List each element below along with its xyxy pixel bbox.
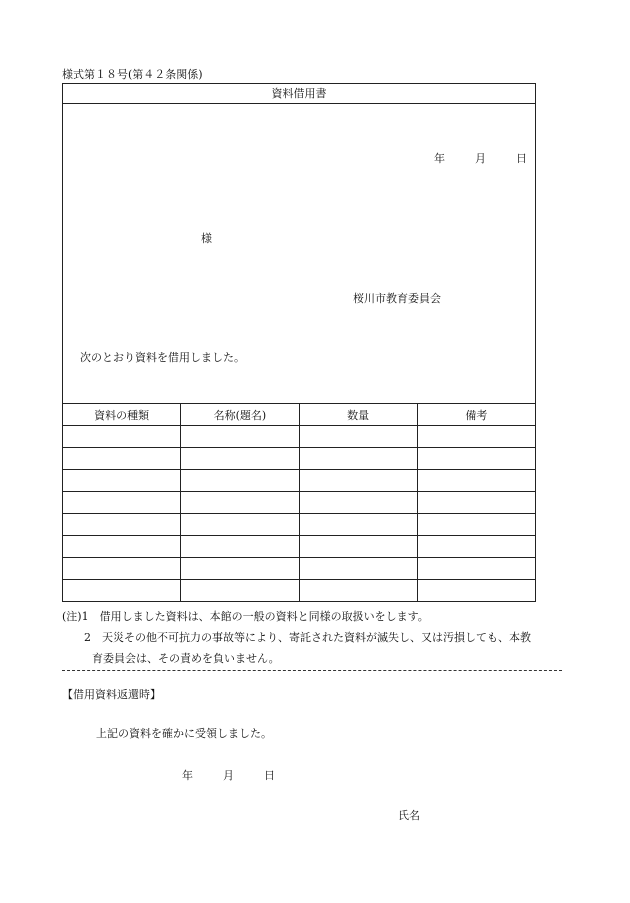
name-label: 氏名 <box>398 809 420 822</box>
table-cell <box>417 514 535 536</box>
note-1: 借用しました資料は、本館の一般の資料と同様の取扱いをします。 <box>99 610 429 623</box>
table-cell <box>417 448 535 470</box>
table-cell <box>299 580 417 602</box>
day-label: 日 <box>516 152 527 165</box>
table-row <box>63 426 536 448</box>
note-prefix: (注)1 <box>62 610 89 623</box>
table-cell <box>417 580 535 602</box>
return-day-label: 日 <box>264 769 275 782</box>
table-cell <box>299 536 417 558</box>
table-row <box>63 580 536 602</box>
table-cell <box>181 426 299 448</box>
table-cell <box>181 580 299 602</box>
table-cell <box>63 536 181 558</box>
table-cell <box>417 470 535 492</box>
table-row <box>63 536 536 558</box>
addressee-suffix: 様 <box>201 232 212 245</box>
form-number-label: 様式第１８号(第４２条関係) <box>62 68 203 81</box>
notes <box>62 606 531 669</box>
return-year-label: 年 <box>182 769 193 782</box>
table-cell <box>417 426 535 448</box>
note-2-line1: 天災その他不可抗力の事故等により、寄託された資料が滅失し、又は汚損しても、本教 <box>102 631 531 644</box>
table-cell <box>417 558 535 580</box>
return-date <box>182 767 275 783</box>
table-row <box>63 470 536 492</box>
table-cell <box>417 492 535 514</box>
items-table <box>62 403 536 602</box>
table-cell <box>63 426 181 448</box>
table-cell <box>299 448 417 470</box>
header-quantity: 数量 <box>299 404 417 426</box>
table-cell <box>181 514 299 536</box>
table-cell <box>417 536 535 558</box>
return-heading: 【借用資料返還時】 <box>62 688 161 701</box>
table-cell <box>181 470 299 492</box>
return-month-label: 月 <box>223 769 234 782</box>
year-label: 年 <box>434 152 445 165</box>
header-remarks: 備考 <box>417 404 535 426</box>
table-cell <box>181 492 299 514</box>
table-cell <box>63 514 181 536</box>
table-cell <box>299 426 417 448</box>
table-cell <box>181 448 299 470</box>
table-cell <box>63 492 181 514</box>
table-row <box>63 492 536 514</box>
header-title: 名称(題名) <box>181 404 299 426</box>
note-2-number: 2 <box>84 631 91 644</box>
cut-line-divider <box>62 670 562 671</box>
header-type: 資料の種類 <box>63 404 181 426</box>
table-row <box>63 448 536 470</box>
month-label: 月 <box>475 152 486 165</box>
table-cell <box>299 558 417 580</box>
statement-text: 次のとおり資料を借用しました。 <box>80 351 245 364</box>
issuer-name: 桜川市教育委員会 <box>353 292 441 305</box>
table-cell <box>299 492 417 514</box>
table-header-row <box>63 404 536 426</box>
issue-date <box>434 150 527 166</box>
table-cell <box>63 470 181 492</box>
note-2-line2: 育委員会は、その責めを負いません。 <box>92 652 280 665</box>
table-row <box>63 514 536 536</box>
table-row <box>63 558 536 580</box>
table-cell <box>299 470 417 492</box>
table-cell <box>181 536 299 558</box>
table-cell <box>181 558 299 580</box>
table-cell <box>63 448 181 470</box>
table-cell <box>299 514 417 536</box>
form-title: 資料借用書 <box>63 84 535 104</box>
table-cell <box>63 558 181 580</box>
table-cell <box>63 580 181 602</box>
loan-form-box <box>62 83 536 602</box>
return-text: 上記の資料を確かに受領しました。 <box>96 727 272 740</box>
